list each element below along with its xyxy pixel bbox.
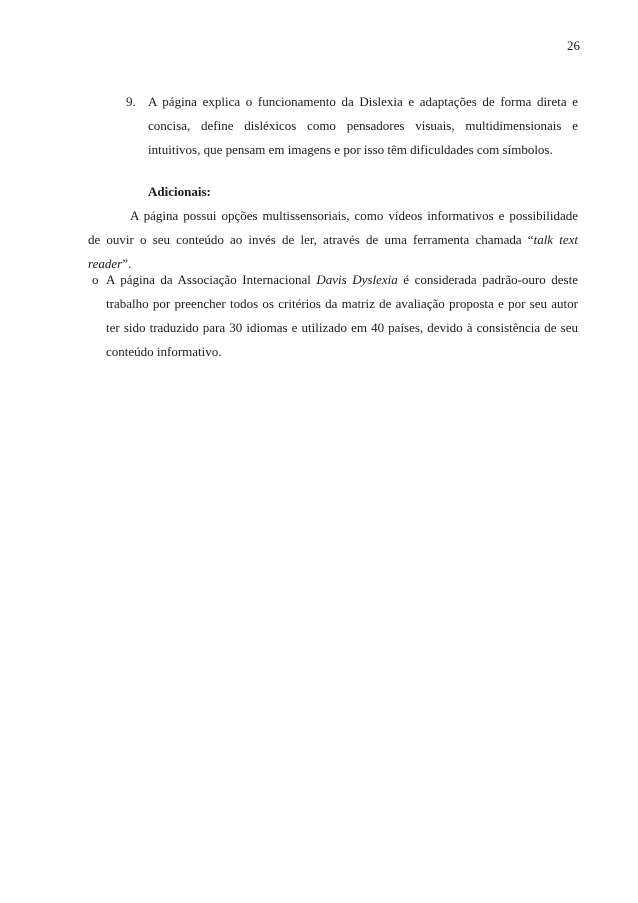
bullet-text [106,268,578,364]
additional-text-start: A página possui opções multissensoriais, como vídeos informativos e possibilidade de ouvir o seu conteúdo ao invés de ler, através de uma ferramenta chamada “ [88,208,578,247]
page-number: 26 [567,38,580,53]
item-number: 9. [126,94,136,109]
additional-paragraph [88,204,578,276]
item-text: A página explica o funcionamento da Dislexia e adaptações de forma direta e concisa, define disléxicos como pensadores visuais, multidimensionais e intuitivos, que pensam em imagens e por isso têm dificuldades com símbolos. [148,94,578,157]
additional-text-italic: talk text reader [88,232,578,271]
bullet-item [88,268,578,364]
bullet-marker: o [92,272,99,287]
section-heading-additional: Adicionais: [148,184,211,199]
bullet-text-end: é considerada padrão-ouro deste trabalho por preencher todos os critérios da matriz de avaliação proposta e por seu autor ter sido traduzido para 30 idiomas e utilizado em 40 países, devido à consistência de seu conteúdo informativo. [106,272,578,359]
additional-text-end: ”. [122,256,132,271]
numbered-item-9 [126,90,578,162]
bullet-text-italic: Davis Dyslexia [316,272,398,287]
bullet-text-start: A página da Associação Internacional [106,272,317,287]
